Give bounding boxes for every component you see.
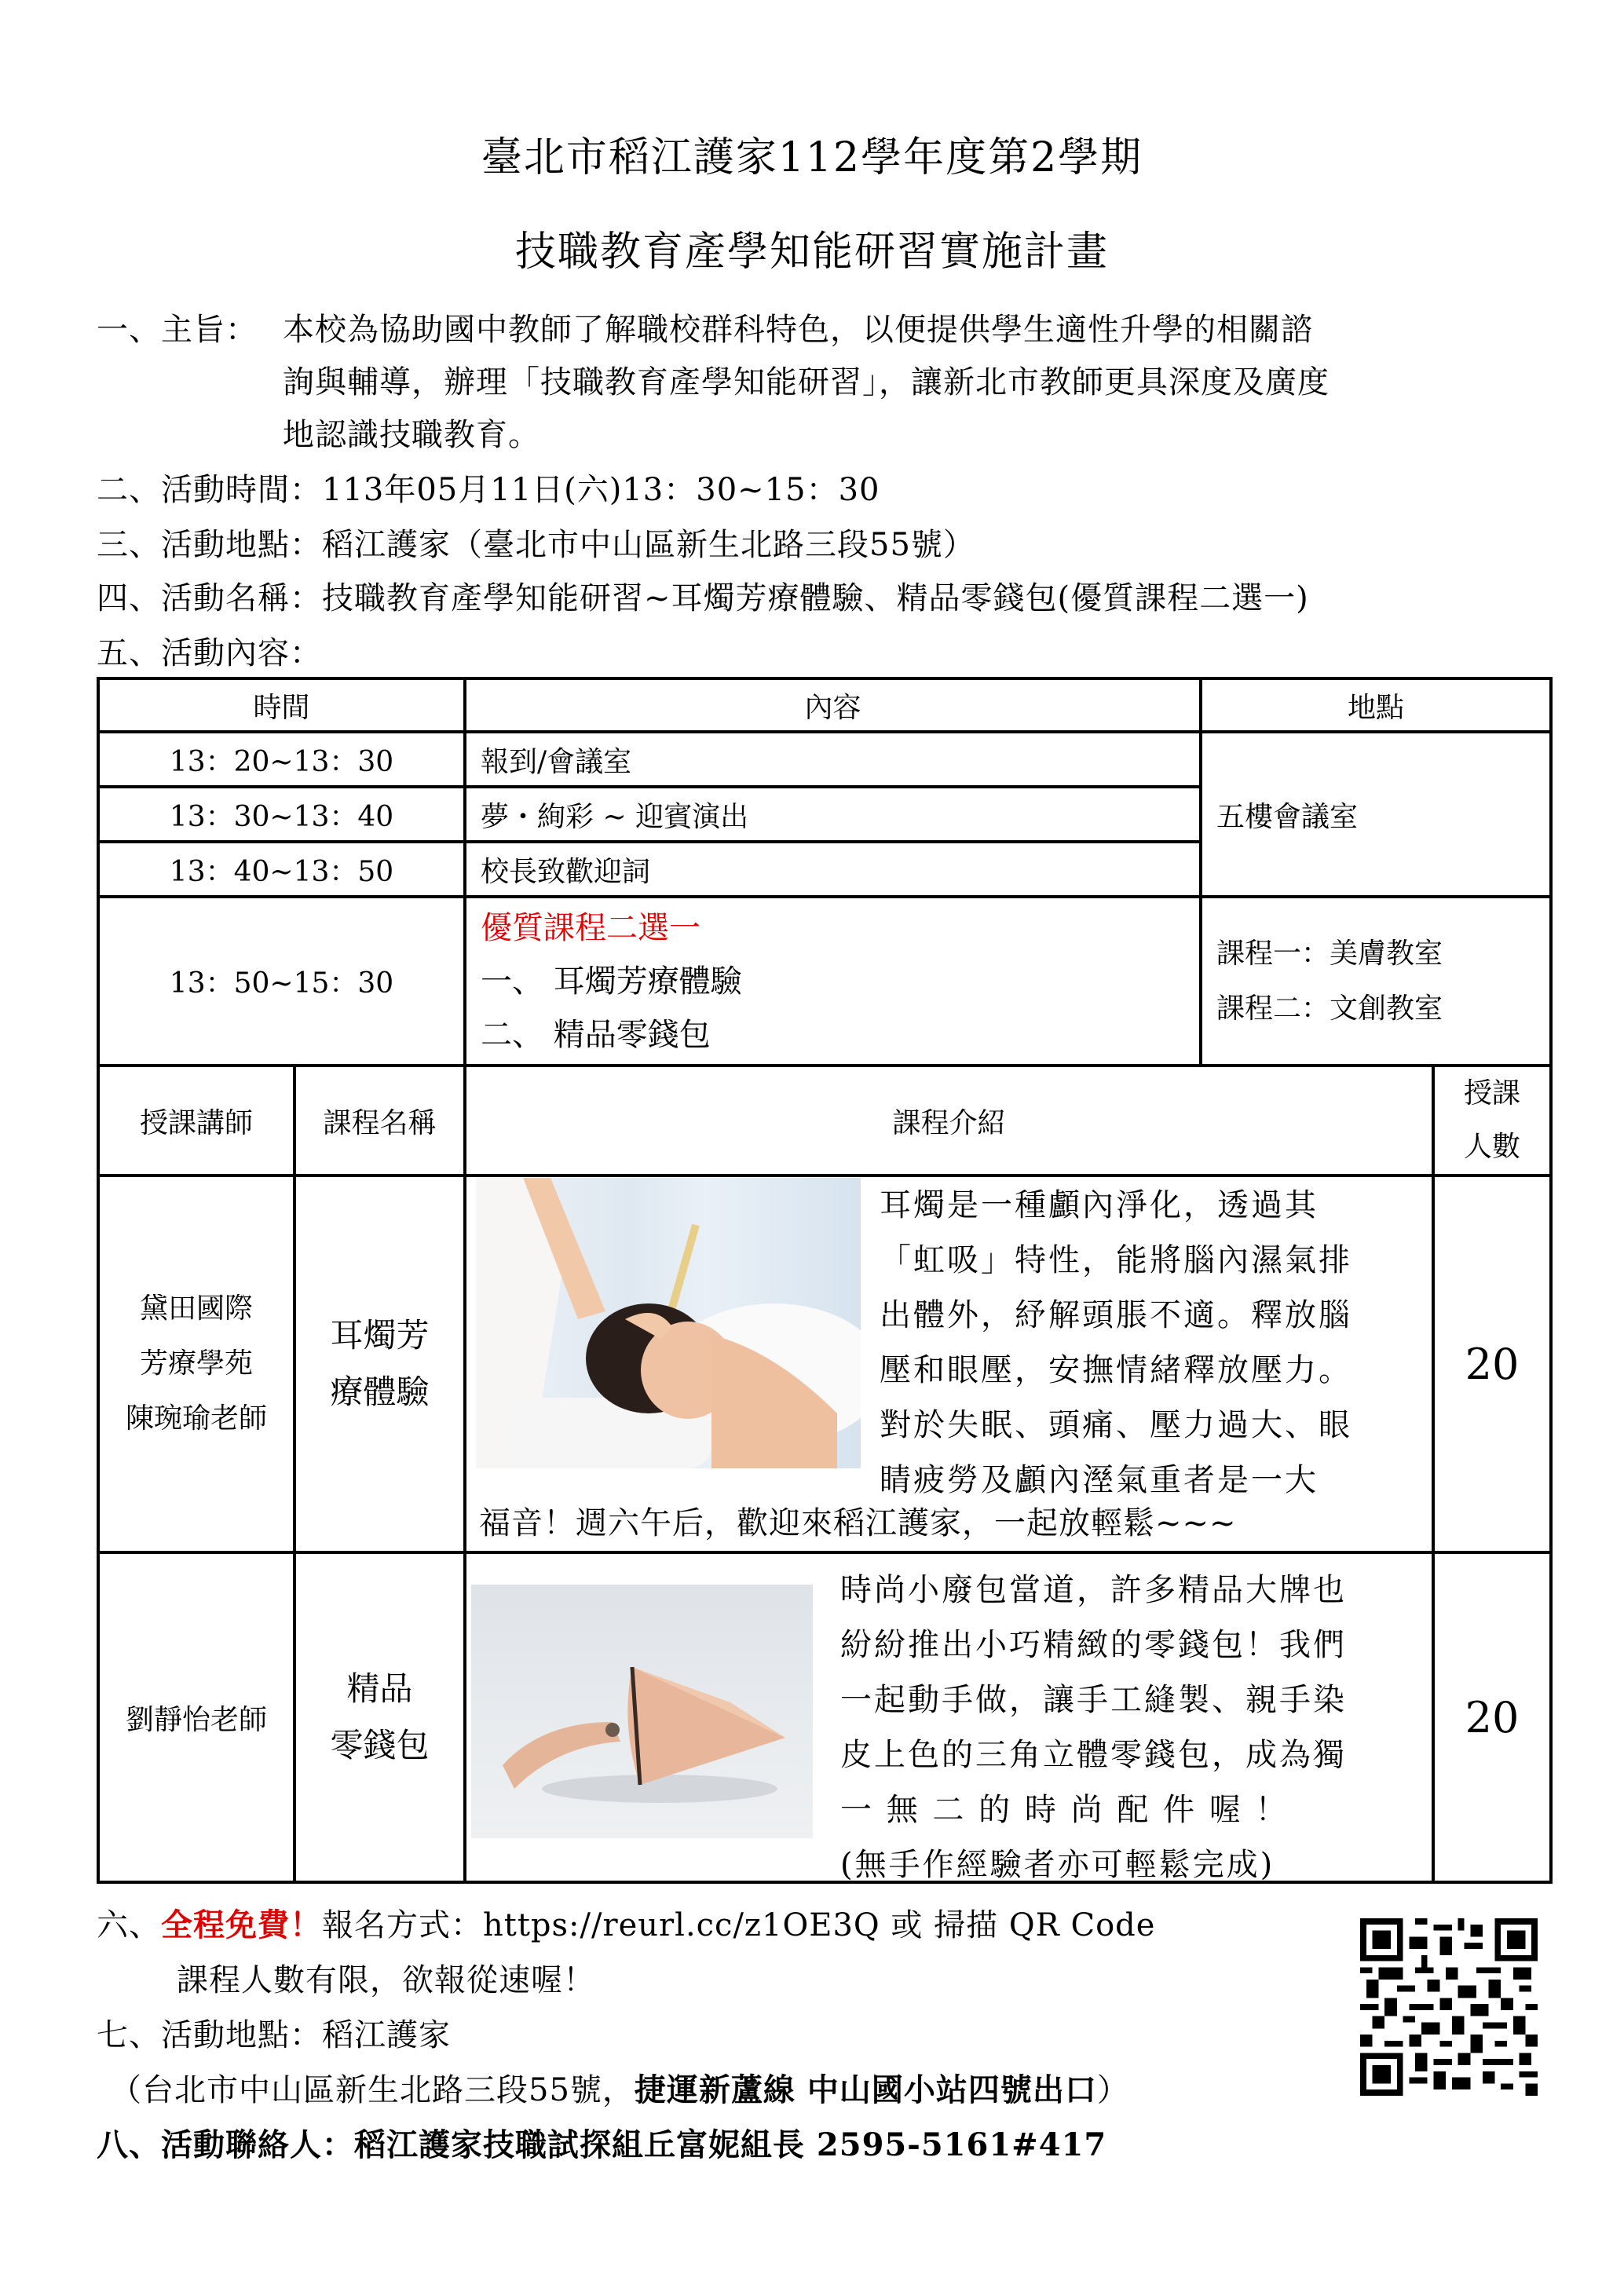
free-of-charge-badge: 全程免費！ [161,1907,322,1943]
ear-candle-intro [880,1178,1421,1508]
section-6-limited-seats: 課程人數有限，欲報從速喔！ [177,1962,595,1998]
course-instructor: 劉靜怡老師 [98,1552,294,1882]
header-course-intro: 課程介紹 [465,1066,1433,1175]
ear-candle-intro-tail: 福音！週六午后，歡迎來稻江護家，一起放輕鬆~~~ [479,1505,1237,1541]
section-6-prefix: 六、 [97,1907,161,1943]
header-time: 時間 [98,678,465,732]
course-name-line: 耳燭芳 [330,1316,430,1355]
intro-line: 一起動手做，讓手工縫製、親手染 [840,1682,1347,1718]
schedule-header-row [98,678,1551,732]
section-3-activity-location: 三、活動地點：稻江護家（臺北市中山區新生北路三段55號） [97,527,975,563]
registration-link[interactable]: 報名方式：https://reurl.cc/z1OE3Q 或 掃描 QR Code [322,1907,1156,1943]
course-name-line: 療體驗 [330,1373,430,1411]
intro-line: 時尚小廢包當道，許多精品大牌也 [840,1572,1347,1608]
ear-candle-therapy-photo [476,1178,861,1468]
row-content: 報到/會議室 [465,732,1201,787]
section-7-address [110,2065,1129,2110]
course-name-line: 零錢包 [330,1726,430,1764]
course-name-line: 精品 [346,1669,413,1708]
intro-line: 皮上色的三角立體零錢包，成為獨 [840,1737,1347,1773]
intro-line: 對於失眠、頭痛、壓力過大、眼 [880,1407,1352,1443]
document-title: 臺北市稻江護家112學年度第2學期 [481,134,1143,181]
header-location: 地點 [1201,678,1551,732]
section-6-registration [97,1900,1155,1945]
course-count: 20 [1433,1175,1551,1552]
section-5-activity-content: 五、活動內容： [97,635,322,671]
section-1-label: 一、主旨： [97,312,258,348]
registration-qr-code[interactable] [1360,1918,1538,2096]
elective-time: 13：50~15：30 [98,897,465,1066]
header-instructor: 授課講師 [98,1066,294,1175]
intro-line: 一 無 二 的 時 尚 配 件 喔 ！ [840,1792,1289,1828]
coin-purse-illustration [471,1585,813,1838]
row-time: 13：20~13：30 [98,732,465,787]
shared-location: 五樓會議室 [1201,732,1551,897]
course-header-row [98,1066,1551,1175]
row-content: 夢・絢彩 ~ 迎賓演出 [465,787,1201,842]
mrt-directions: 捷運新蘆線 中山國小站四號出口 [634,2071,1097,2108]
course-count: 20 [1433,1552,1551,1882]
elective-option-2: 二、 精品零錢包 [481,1016,711,1053]
section-1-text-line2: 詢與輔導，辦理「技職教育產學知能研習」，讓新北市教師更具深度及廣度 [283,364,1330,400]
section-4-activity-name: 四、活動名稱：技職教育產學知能研習~耳燭芳療體驗、精品零錢包(優質課程二選一) [97,580,1309,616]
instructor-line: 陳琬瑜老師 [125,1402,267,1435]
row-time: 13：30~13：40 [98,787,465,842]
elective-row [98,897,1551,1066]
elective-location-1: 課程一：美膚教室 [1216,937,1443,970]
elective-location [1201,897,1551,1066]
intro-line: 耳燭是一種顱內淨化，透過其 [880,1187,1319,1223]
elective-option-1: 一、 耳燭芳療體驗 [481,963,742,1000]
course-instructor [98,1175,294,1552]
intro-line: 紛紛推出小巧精緻的零錢包！我們 [840,1627,1347,1663]
intro-line: 壓和眼壓，安撫情緒釋放壓力。 [880,1352,1352,1388]
qr-code-icon [1360,1918,1538,2096]
address-close: ） [1096,2072,1129,2108]
section-2-activity-time: 二、活動時間：113年05月11日(六)13：30~15：30 [97,472,880,508]
intro-line: 睛疲勞及顱內溼氣重者是一大 [880,1462,1319,1498]
section-7-location: 七、活動地點：稻江護家 [97,2017,451,2053]
section-1-text-line1: 本校為協助國中教師了解職校群科特色，以便提供學生適性升學的相關諮 [283,312,1313,348]
instructor-line: 芳療學苑 [139,1347,253,1380]
document-subtitle: 技職教育產學知能研習實施計畫 [514,229,1109,276]
header-count [1433,1066,1551,1175]
header-count-line1: 授課 [1464,1077,1521,1110]
coin-purse-intro [840,1563,1421,1892]
intro-line: 「虹吸」特性，能將腦內濕氣排 [880,1242,1352,1278]
elective-location-2: 課程二：文創教室 [1216,992,1443,1025]
intro-line: (無手作經驗者亦可輕鬆完成) [840,1847,1275,1883]
course-name [294,1552,465,1882]
leather-coin-purse-photo [471,1585,813,1838]
row-time: 13：40~13：50 [98,842,465,897]
header-count-line2: 人數 [1464,1131,1521,1163]
row-content: 校長致歡迎詞 [465,842,1201,897]
header-content: 內容 [465,678,1201,732]
intro-line: 出體外，紓解頭脹不適。釋放腦 [880,1297,1352,1333]
ear-candle-illustration [476,1178,861,1468]
table-row [98,732,1551,787]
address-text: （台北市中山區新生北路三段55號， [110,2072,635,2108]
header-course-name: 課程名稱 [294,1066,465,1175]
elective-content [465,897,1201,1066]
instructor-line: 黛田國際 [139,1292,253,1325]
section-1-text-line3: 地認識技職教育。 [283,417,540,453]
course-name [294,1175,465,1552]
section-8-contact: 八、活動聯絡人：稻江護家技職試探組丘富妮組長 2595-5161#417 [97,2126,1107,2163]
elective-heading: 優質課程二選一 [481,909,701,946]
